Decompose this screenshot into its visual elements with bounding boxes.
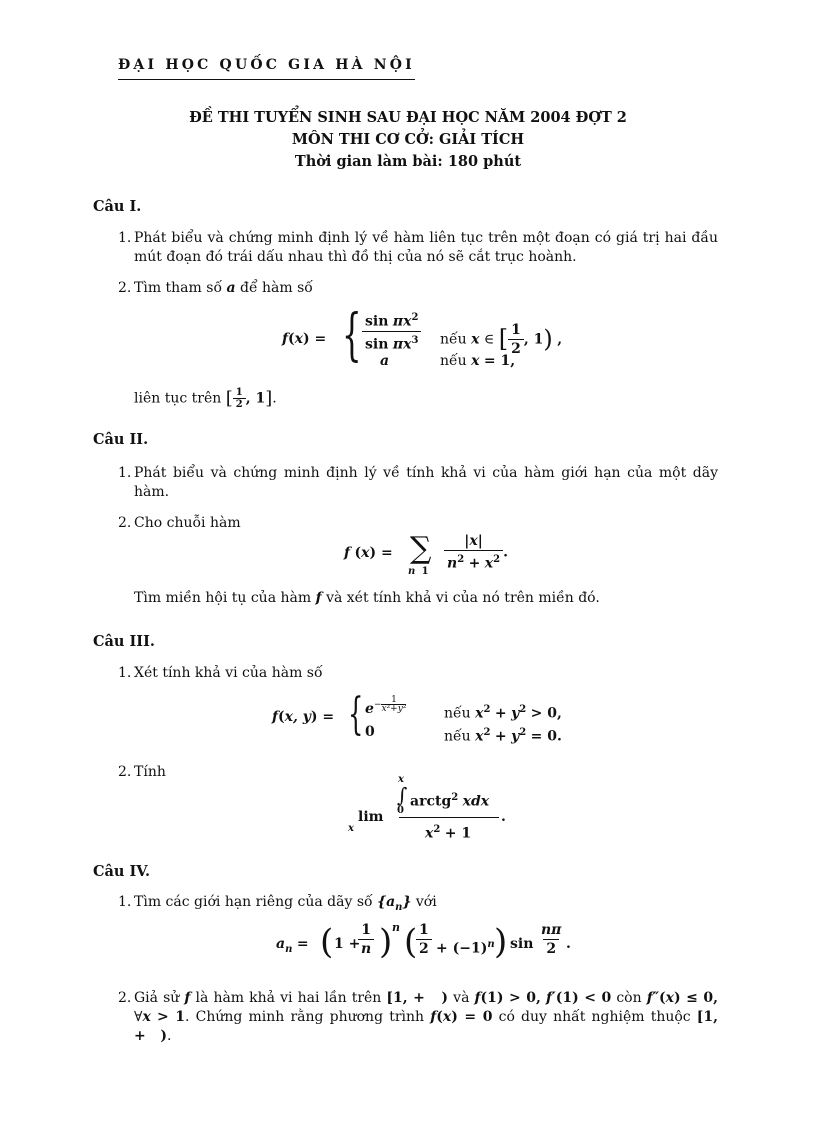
item-number: 2. xyxy=(118,764,132,780)
q2-item-1-text: Phát biểu và chứng minh định lý về tính khả vi của hàm giới hạn của một dãy hàm. xyxy=(134,465,718,500)
q4-sequence-formula: $a_n$ = ( 1 + $\frac{1}{n}$ ) n ( $\frac{1}{2}$ + $(-1)^n$ ) sin $\frac{n\pi}{2}$ . xyxy=(276,921,571,962)
q1-item-1-text: Phát biểu và chứng minh định lý về hàm liên tục trên một đoạn có giá trị hai đầu mút đoạn đó trái dấu nhau thì đồ thị của nó sẽ cắt trục hoành. xyxy=(134,230,718,265)
q3-item-2-text: Tính xyxy=(134,764,166,780)
exam-duration: Thời gian làm bài: 180 phút xyxy=(294,153,522,170)
q2-item-2-text: Cho chuỗi hàm xyxy=(134,515,241,531)
q3-item-1-text: Xét tính khả vi của hàm số xyxy=(134,665,323,681)
item-number: 2. xyxy=(118,280,132,296)
case-word: nếu xyxy=(440,353,467,369)
case-word: nếu xyxy=(440,331,467,348)
q1-continuity-line: liên tục trên [ $\frac{1}{2}$ , 1]. xyxy=(134,387,277,410)
university-name: ĐẠI HỌC QUỐC GIA HÀ NỘI xyxy=(118,56,415,80)
q1-item-2-pre: Tìm tham số xyxy=(134,280,223,296)
q3-item-1 xyxy=(118,664,718,683)
question-2-heading: Câu II. xyxy=(93,431,149,448)
exam-title: ĐỀ THI TUYỂN SINH SAU ĐẠI HỌC NĂM 2004 ĐỢT 2 xyxy=(189,109,627,126)
question-1-heading: Câu I. xyxy=(93,198,142,215)
item-number: 1. xyxy=(118,465,132,481)
q2-series-formula: f (x) = ∑ n 1 $\frac{|x|}{n^2 + x^2}$ . xyxy=(344,531,508,577)
q1-item-2 xyxy=(118,279,718,298)
q2-item-1 xyxy=(118,464,718,502)
q2-item-2-after: Tìm miền hội tụ của hàm f và xét tính khả vi của nó trên miền đó. xyxy=(134,590,600,606)
q1-piecewise-formula: f(x) = { $\frac{\sin \pi x^2}{\sin \pi x^3}$ nếu x ∈ [ $\frac{1}{2}$ , 1) , a nếu x = 1, xyxy=(282,303,563,369)
item-number: 1. xyxy=(118,894,132,910)
q4-item-1: 1. Tìm các giới hạn riêng của dãy số $\{a_n\}$ với xyxy=(118,894,437,913)
item-number: 1. xyxy=(118,665,132,681)
item-number: 1. xyxy=(118,230,132,246)
question-4-heading: Câu IV. xyxy=(93,863,151,880)
q4-item-2: 2. Giả sử f là hàm khả vi hai lần trên [1, + ) và f(1) > 0, f′(1) < 0 còn f″(x) ≤ 0, ∀x > 1. Chứng minh rằng phương trình f(x) = 0 có duy nhất nghiệm thuộc [1, + ). xyxy=(118,990,719,1044)
question-3-heading: Câu III. xyxy=(93,633,155,650)
q1-item-1 xyxy=(118,229,718,267)
item-number: 2. xyxy=(118,990,132,1006)
param-a: a xyxy=(226,280,236,296)
continuity-text: liên tục trên xyxy=(134,390,222,407)
q1-item-2-post: để hàm số xyxy=(240,280,313,296)
exam-subject: MÔN THI CƠ CỞ: GIẢI TÍCH xyxy=(291,131,525,148)
q3-limit-formula: x ∫ 0 arctg$^2$ xdx $x^2 + 1$ . lim x xyxy=(348,774,506,842)
q3-piecewise-formula: f(x, y) = { $e^{- \frac{1}{\text{x²+y²}}}$ nếu $x^2 + y^2 > 0$, 0 nếu $x^2 + y^2 = 0$. xyxy=(272,689,562,745)
item-number: 2. xyxy=(118,515,132,531)
